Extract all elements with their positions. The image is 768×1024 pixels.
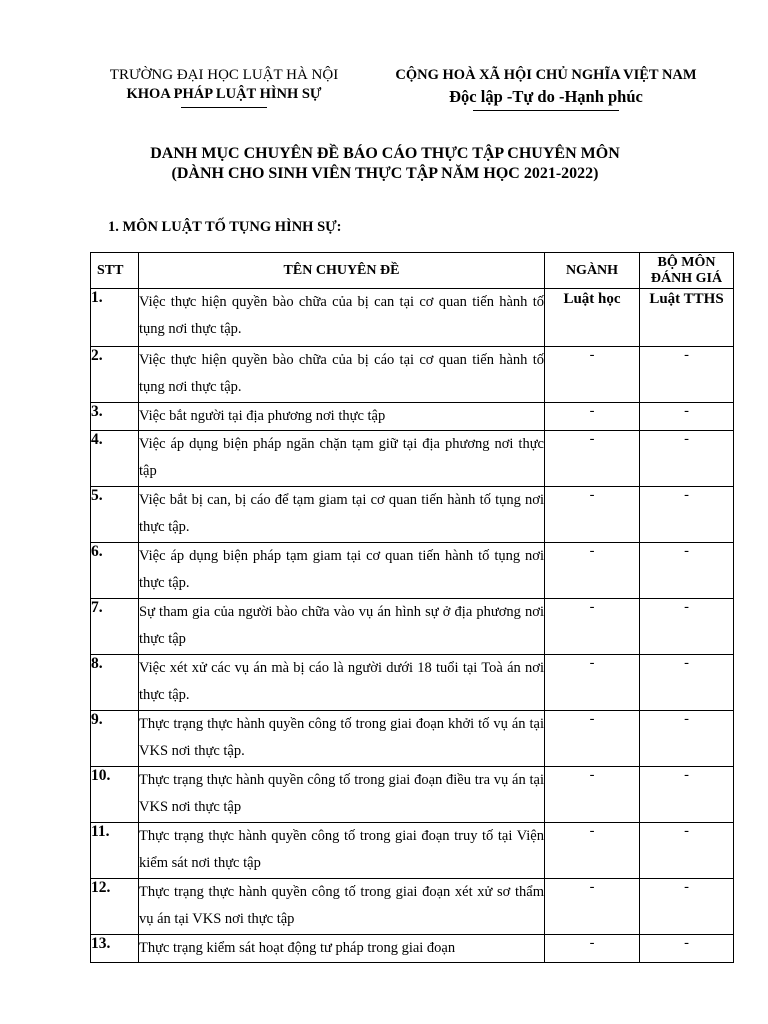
cell-stt: 11.	[91, 823, 139, 879]
cell-bomon: -	[640, 655, 734, 711]
cell-nganh: -	[545, 655, 640, 711]
cell-nganh: -	[545, 599, 640, 655]
faculty-name: KHOA PHÁP LUẬT HÌNH SỰ	[126, 86, 322, 102]
cell-topic: Thực trạng thực hành quyền công tố trong giai đoạn truy tố tại Viện kiểm sát nơi thực tập	[139, 823, 545, 879]
cell-topic: Việc bắt người tại địa phương nơi thực tập	[139, 403, 545, 431]
cell-topic: Việc xét xử các vụ án mà bị cáo là người dưới 18 tuổi tại Toà án nơi thực tập.	[139, 655, 545, 711]
cell-topic: Việc thực hiện quyền bào chữa của bị can tại cơ quan tiến hành tố tụng nơi thực tập.	[139, 289, 545, 347]
national-header	[378, 66, 714, 111]
cell-bomon: -	[640, 543, 734, 599]
cell-topic: Thực trạng thực hành quyền công tố trong giai đoạn khởi tố vụ án tại VKS nơi thực tập.	[139, 711, 545, 767]
table-row	[91, 431, 734, 487]
cell-topic: Việc áp dụng biện pháp ngăn chặn tạm giữ tại địa phương nơi thực tập	[139, 431, 545, 487]
cell-nganh: Luật học	[545, 289, 640, 347]
cell-stt: 12.	[91, 879, 139, 935]
cell-stt: 9.	[91, 711, 139, 767]
cell-nganh: -	[545, 487, 640, 543]
table-row	[91, 711, 734, 767]
table-row	[91, 403, 734, 431]
cell-stt: 13.	[91, 935, 139, 963]
document-title	[60, 144, 710, 184]
cell-bomon: -	[640, 599, 734, 655]
cell-topic: Việc thực hiện quyền bào chữa của bị cáo tại cơ quan tiến hành tố tụng nơi thực tập.	[139, 347, 545, 403]
cell-stt: 8.	[91, 655, 139, 711]
cell-bomon: -	[640, 431, 734, 487]
cell-nganh: -	[545, 403, 640, 431]
cell-topic: Sự tham gia của người bào chữa vào vụ án hình sự ở địa phương nơi thực tập	[139, 599, 545, 655]
cell-topic: Việc áp dụng biện pháp tạm giam tại cơ quan tiến hành tố tụng nơi thực tập.	[139, 543, 545, 599]
topics-table	[90, 252, 734, 963]
column-header-nganh: NGÀNH	[545, 253, 640, 289]
cell-nganh: -	[545, 823, 640, 879]
title-line-2: (DÀNH CHO SINH VIÊN THỰC TẬP NĂM HỌC 2021-2022)	[171, 165, 599, 182]
table-row	[91, 599, 734, 655]
cell-stt: 10.	[91, 767, 139, 823]
cell-bomon: Luật TTHS	[640, 289, 734, 347]
table-row	[91, 935, 734, 963]
header-divider-left	[181, 107, 267, 108]
table-row	[91, 289, 734, 347]
cell-bomon: -	[640, 935, 734, 963]
cell-stt: 1.	[91, 289, 139, 347]
table-row	[91, 823, 734, 879]
cell-bomon: -	[640, 823, 734, 879]
table-row	[91, 487, 734, 543]
university-name: TRƯỜNG ĐẠI HỌC LUẬT HÀ NỘI	[109, 67, 339, 83]
section-heading: 1. MÔN LUẬT TỐ TỤNG HÌNH SỰ:	[108, 219, 342, 235]
cell-stt: 6.	[91, 543, 139, 599]
national-motto: Độc lập -Tự do -Hạnh phúc	[449, 87, 643, 106]
country-name: CỘNG HOÀ XÃ HỘI CHỦ NGHĨA VIỆT NAM	[395, 67, 697, 83]
header-divider-right	[473, 110, 619, 111]
cell-nganh: -	[545, 711, 640, 767]
table-row	[91, 543, 734, 599]
cell-bomon: -	[640, 711, 734, 767]
table-row	[91, 767, 734, 823]
column-header-bomon: BỘ MÔN ĐÁNH GIÁ	[640, 253, 734, 289]
column-header-stt: STT	[91, 253, 139, 289]
table-body	[91, 289, 734, 963]
cell-topic: Thực trạng thực hành quyền công tố trong giai đoạn điều tra vụ án tại VKS nơi thực tập	[139, 767, 545, 823]
school-header	[96, 66, 352, 108]
cell-nganh: -	[545, 431, 640, 487]
cell-stt: 2.	[91, 347, 139, 403]
cell-nganh: -	[545, 879, 640, 935]
cell-nganh: -	[545, 767, 640, 823]
cell-bomon: -	[640, 403, 734, 431]
table-row	[91, 347, 734, 403]
cell-nganh: -	[545, 543, 640, 599]
cell-stt: 3.	[91, 403, 139, 431]
column-header-topic: TÊN CHUYÊN ĐỀ	[139, 253, 545, 289]
cell-stt: 7.	[91, 599, 139, 655]
cell-stt: 5.	[91, 487, 139, 543]
table-header-row	[91, 253, 734, 289]
cell-nganh: -	[545, 347, 640, 403]
cell-bomon: -	[640, 487, 734, 543]
cell-topic: Việc bắt bị can, bị cáo để tạm giam tại cơ quan tiến hành tố tụng nơi thực tập.	[139, 487, 545, 543]
table-row	[91, 879, 734, 935]
cell-bomon: -	[640, 879, 734, 935]
table-row	[91, 655, 734, 711]
cell-nganh: -	[545, 935, 640, 963]
cell-topic: Thực trạng thực hành quyền công tố trong giai đoạn xét xử sơ thẩm vụ án tại VKS nơi thực tập	[139, 879, 545, 935]
title-line-1: DANH MỤC CHUYÊN ĐỀ BÁO CÁO THỰC TẬP CHUYÊN MÔN	[150, 145, 620, 162]
cell-bomon: -	[640, 347, 734, 403]
cell-bomon: -	[640, 767, 734, 823]
cell-topic: Thực trạng kiểm sát hoạt động tư pháp trong giai đoạn	[139, 935, 545, 963]
cell-stt: 4.	[91, 431, 139, 487]
